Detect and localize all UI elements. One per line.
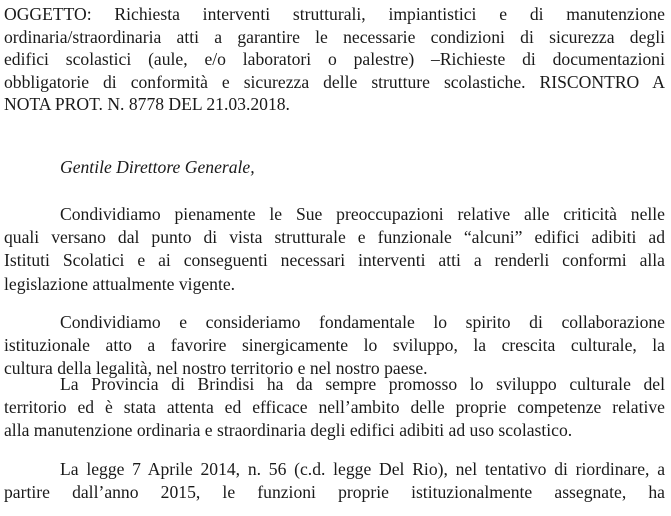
paragraph-line: istituzionale atto a favorire sinergicamente lo sviluppo, la crescita culturale, la xyxy=(4,335,665,356)
greeting: Gentile Direttore Generale, xyxy=(60,157,255,177)
paragraph-line: territorio ed è stata attenta ed efficace nell’ambito delle proprie competenze relative xyxy=(4,397,665,418)
subject-line: edifici scolastici (aule, e/o laboratori o palestre) –Richieste di documentazioni xyxy=(4,49,665,70)
paragraph-collaboration xyxy=(4,311,665,381)
subject-line: ordinaria/straordinaria atti a garantire le necessarie condizioni di sicurezza degli xyxy=(4,26,665,47)
subject-line: NOTA PROT. N. 8778 DEL 21.03.2018. xyxy=(4,94,290,115)
paragraph-line: cultura della legalità, nel nostro territorio e nel nostro paese. xyxy=(4,358,428,379)
paragraph-line: partire dall’anno 2015, le funzioni proprie istituzionalmente assegnate, ha xyxy=(4,482,665,503)
paragraph-line: Condividiamo pienamente le Sue preoccupazioni relative alle criticità nelle xyxy=(60,204,665,224)
paragraph-legge xyxy=(4,458,665,504)
paragraph-concerns xyxy=(4,203,665,296)
paragraph-line: Condividiamo e consideriamo fondamentale lo spirito di collaborazione xyxy=(60,312,665,332)
paragraph-line: La Provincia di Brindisi ha da sempre promosso lo sviluppo culturale del xyxy=(60,374,665,394)
paragraph-provincia xyxy=(4,373,665,443)
subject-line: obbligatorie di conformità e sicurezza delle strutture scolastiche. RISCONTRO A xyxy=(4,71,665,92)
paragraph-line: Istituti Scolatici e ai conseguenti necessari interventi atti a renderli conformi alla xyxy=(4,250,665,271)
subject-line: OGGETTO: Richiesta interventi strutturali, impiantistici e di manutenzione xyxy=(4,4,665,24)
paragraph-line: La legge 7 Aprile 2014, n. 56 (c.d. legge Del Rio), nel tentativo di riordinare, a xyxy=(60,459,665,479)
paragraph-line: legislazione attualmente vigente. xyxy=(4,273,236,294)
paragraph-line: alla manutenzione ordinaria e straordinaria degli edifici adibiti ad uso scolastico. xyxy=(4,420,573,441)
subject-block xyxy=(4,3,665,116)
paragraph-line: quali versano dal punto di vista strutturale e funzionale “alcuni” edifici adibiti ad xyxy=(4,227,665,248)
